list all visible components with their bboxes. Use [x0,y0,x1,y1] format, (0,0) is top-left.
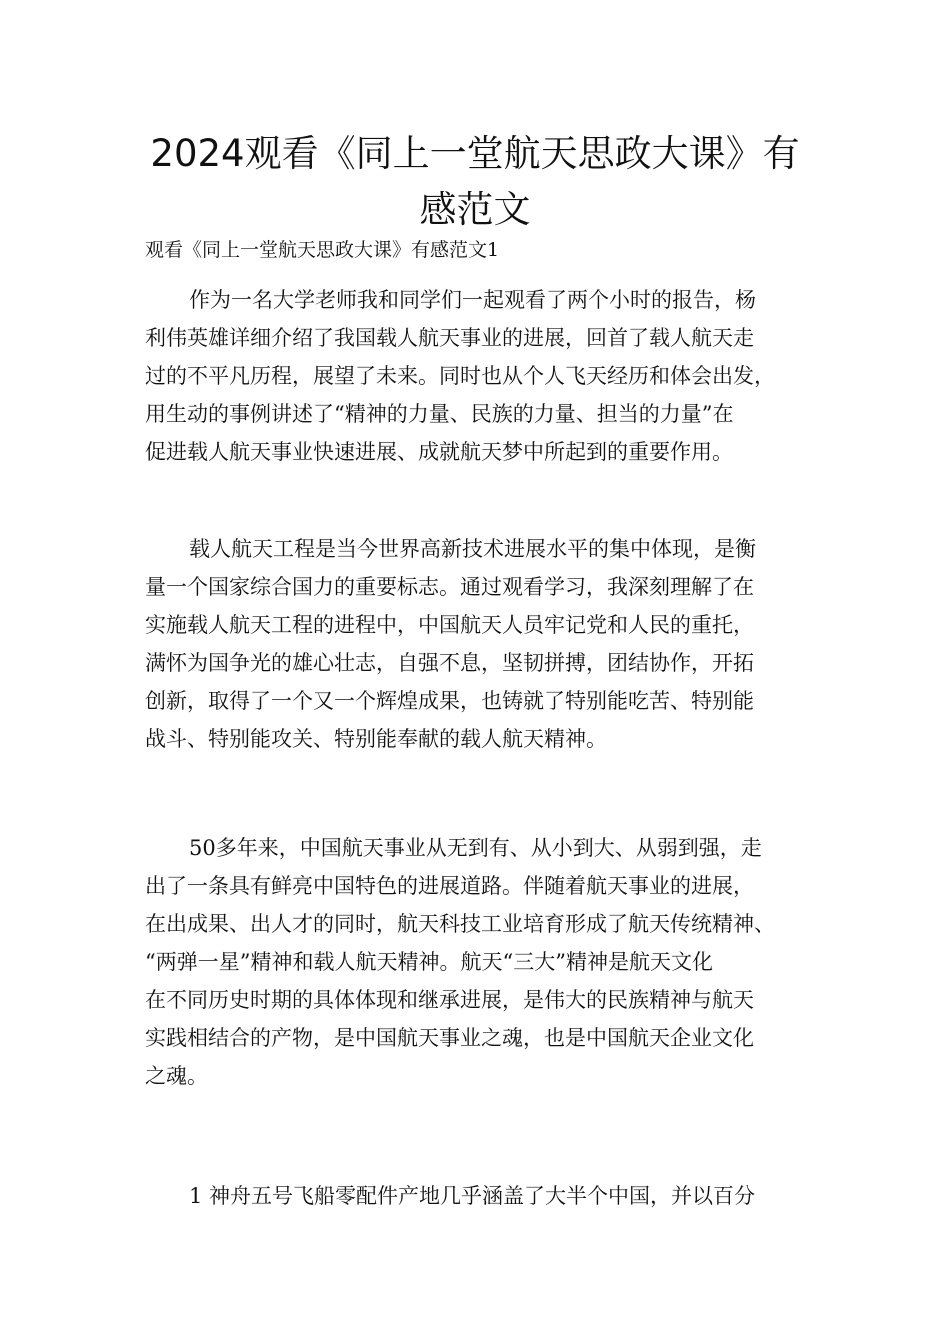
text-line: 1 神舟五号飞船零配件产地几乎涵盖了大半个中国，并以百分 [189,1184,756,1208]
text-line: 出了一条具有鲜亮中国特色的进展道路。伴随着航天事业的进展， [145,874,754,898]
text-line: 促进载人航天事业快速进展、成就航天梦中所起到的重要作用。 [145,440,733,464]
text-line: 用生动的事例讲述了“精神的力量、民族的力量、担当的力量”在 [145,402,734,426]
text-line: 在不同历史时期的具体体现和继承进展，是伟大的民族精神与航天 [145,988,754,1012]
text-line: 实施载人航天工程的进程中，中国航天人员牢记党和人民的重托， [145,613,754,637]
text-line: 50多年来，中国航天事业从无到有、从小到大、从弱到强，走 [189,836,762,860]
text-line: 作为一名大学老师我和同学们一起观看了两个小时的报告，杨 [189,288,756,312]
text-line: 载人航天工程是当今世界高新技术进展水平的集中体现，是衡 [189,537,756,561]
text-line: 战斗、特别能攻关、特别能奉献的载人航天精神。 [145,727,607,751]
paragraph [145,1177,815,1215]
title-line: 2024观看《同上一堂航天思政大课》有 [150,132,800,175]
text-line: 在出成果、出人才的同时，航天科技工业培育形成了航天传统精神、 [145,912,775,936]
text-line: 利伟英雄详细介绍了我国载人航天事业的进展，回首了载人航天走 [145,326,754,350]
text-line: “两弹一星”精神和载人航天精神。航天“三大”精神是航天文化 [145,950,713,974]
title-line: 感范文 [419,188,531,231]
text-line: 过的不平凡历程，展望了未来。同时也从个人飞天经历和体会出发， [145,364,775,388]
text-line: 满怀为国争光的雄心壮志，自强不息，坚韧拼搏，团结协作，开拓 [145,651,754,675]
text-line: 量一个国家综合国力的重要标志。通过观看学习，我深刻理解了在 [145,575,754,599]
paragraph [145,530,815,758]
section-subtitle: 观看《同上一堂航天思政大课》有感范文1 [145,239,500,261]
text-line: 之魂。 [145,1064,208,1088]
text-line: 实践相结合的产物，是中国航天事业之魂，也是中国航天企业文化 [145,1026,754,1050]
text-line: 创新，取得了一个又一个辉煌成果，也铸就了特别能吃苦、特别能 [145,689,754,713]
paragraph [145,281,815,471]
document-title [100,126,850,238]
paragraph [145,829,815,1095]
